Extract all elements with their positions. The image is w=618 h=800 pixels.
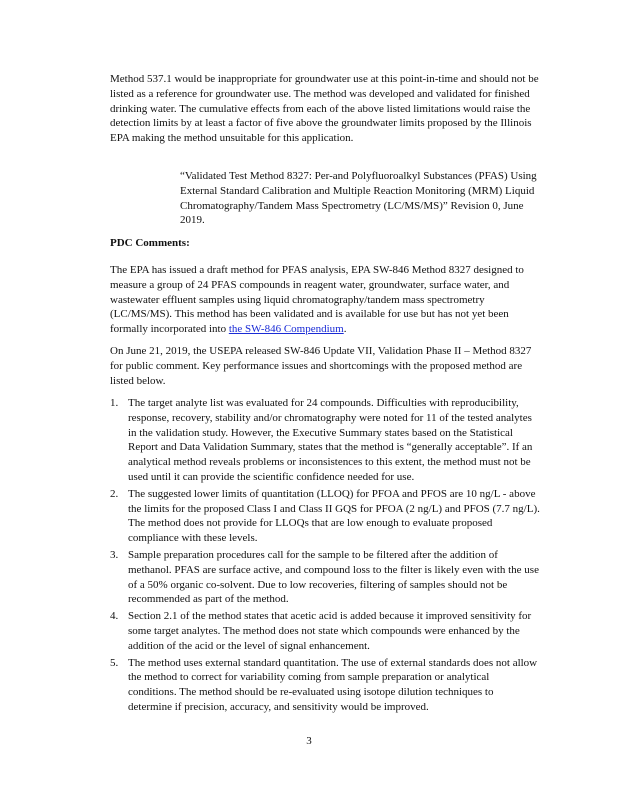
paragraph-update-vii: On June 21, 2019, the USEPA released SW-846 Update VII, Validation Phase II – Method 8327 for public comment. Key performance issues and shortcomings with the proposed method are listed below. bbox=[110, 345, 532, 387]
list-item-number: 2. bbox=[110, 487, 119, 500]
list-item-text: Sample preparation procedures call for the sample to be filtered after the addition of methanol. PFAS are surface active, and compound loss to the filter is likely even with the use of a 50% organic co-solvent. Due to low recoveries, filtering of samples should not be recommended as part of the method. bbox=[128, 548, 539, 606]
section-heading-pdc-comments: PDC Comments: bbox=[110, 237, 190, 249]
method-8327-citation: “Validated Test Method 8327: Per-and Polyfluoroalkyl Substances (PFAS) Using External Standard Calibration and Multiple Reaction Monitoring (MRM) Liquid Chromatography/Tandem Mass Spectrometry (LC/MS/MS)” Revision 0, June 2019. bbox=[180, 170, 537, 227]
paragraph-epa-draft-text: The EPA has issued a draft method for PFAS analysis, EPA SW-846 Method 8327 designed to measure a group of 24 PFAS compounds in reagent water, groundwater, surface water, and wastewater effluent samples using liquid chromatography/tandem mass spectrometry (LC/MS/MS). This method has been validated and is available for use but has not yet been formally incorporated into bbox=[110, 264, 524, 336]
list-item bbox=[110, 656, 540, 715]
paragraph-method-537: Method 537.1 would be inappropriate for groundwater use at this point-in-time and should not be listed as a reference for groundwater use. The method was developed and validated for finished drinking water. The cumulative effects from each of the above listed limitations would raise the detection limits by at least a factor of five above the groundwater limits proposed by the Illinois EPA making the method unsuitable for this application. bbox=[110, 73, 539, 145]
list-item-text: The target analyte list was evaluated for 24 compounds. Difficulties with reproducibility, response, recovery, stability and/or chromatography were noted for 11 of the tested analytes in the validation study. However, the Executive Summary states based on the Statistical Report and Data Validation Summary, states that the method is “generally acceptable”. If an analytical method reveals problems or inconsistences to this extent, the method must not be used until it can provide the scientific confidence needed for use. bbox=[128, 397, 533, 483]
list-item bbox=[110, 548, 540, 607]
list-item-number: 5. bbox=[110, 656, 119, 669]
list-item-number: 4. bbox=[110, 610, 119, 623]
list-item-text: Section 2.1 of the method states that acetic acid is added because it improved sensitivity for some target analytes. The method does not state which compounds were enhanced by the addition of the acid or the level of signal enhancement. bbox=[128, 610, 532, 652]
page-number: 3 bbox=[306, 735, 312, 747]
list-item-number: 1. bbox=[110, 397, 119, 409]
list-item bbox=[110, 487, 540, 546]
list-item bbox=[110, 609, 540, 653]
paragraph-epa-draft-method bbox=[110, 263, 540, 337]
issues-list bbox=[110, 396, 540, 717]
list-item bbox=[110, 396, 540, 485]
paragraph-epa-draft-end: . bbox=[343, 323, 347, 336]
list-item-text: The suggested lower limits of quantitation (LLOQ) for PFOA and PFOS are 10 ng/L - above the limits for the proposed Class I and Class II GQS for PFOA (2 ng/L) and PFOS (7.7 ng/L). The method does not provide for LLOQs that are low enough to evaluate proposed compliance with these levels. bbox=[128, 487, 540, 545]
list-item-number: 3. bbox=[110, 548, 119, 561]
sw846-compendium-link[interactable]: the SW-846 Compendium bbox=[228, 323, 344, 336]
list-item-text: The method uses external standard quantitation. The use of external standards does not allow the method to correct for variability coming from sample preparation or analytical conditions. The method should be re-evaluated using isotope dilution techniques to determine if precision, accuracy, and sensitivity would be improved. bbox=[128, 656, 538, 713]
